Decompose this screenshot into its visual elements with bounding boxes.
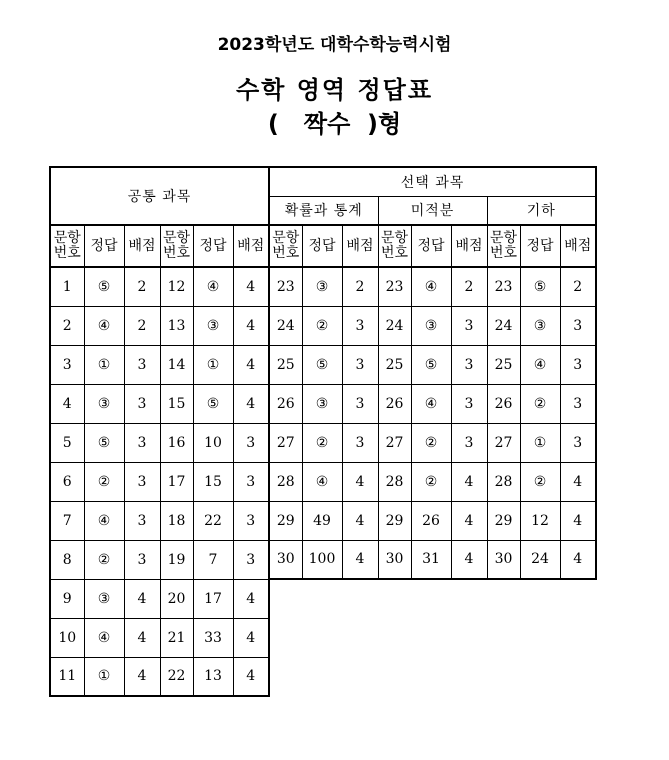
- common-score: 3: [233, 540, 269, 579]
- type-close-paren: )형: [366, 110, 402, 138]
- common-question-number: 9: [50, 579, 84, 618]
- common-answer: ②: [84, 540, 124, 579]
- geometry-question-number: 23: [487, 267, 520, 306]
- empty-cell: [487, 657, 520, 696]
- prob-stats-question-number: 23: [269, 267, 302, 306]
- geometry-question-number: 29: [487, 501, 520, 540]
- geometry-question-number: 26: [487, 384, 520, 423]
- prob-stats-question-number: 30: [269, 540, 302, 579]
- empty-cell: [378, 579, 411, 618]
- col-header-number-line2: 번호: [53, 245, 81, 261]
- common-question-number: 8: [50, 540, 84, 579]
- empty-cell: [342, 657, 378, 696]
- common-question-number: 19: [160, 540, 193, 579]
- common-score: 2: [124, 267, 160, 306]
- prob-stats-score: 4: [342, 540, 378, 579]
- common-answer: ④: [84, 306, 124, 345]
- common-answer: 22: [193, 501, 233, 540]
- common-question-number: 2: [50, 306, 84, 345]
- common-score: 2: [124, 306, 160, 345]
- col-header-number-line2: 번호: [272, 245, 300, 261]
- common-answer: 33: [193, 618, 233, 657]
- prob-stats-score: 4: [342, 462, 378, 501]
- calculus-score: 4: [451, 540, 487, 579]
- calculus-question-number: 25: [378, 345, 411, 384]
- common-question-number: 16: [160, 423, 193, 462]
- prob-stats-question-number: 25: [269, 345, 302, 384]
- table-row: [50, 657, 596, 696]
- prob-stats-question-number: 27: [269, 423, 302, 462]
- table-row: [50, 579, 596, 618]
- subject-header-geometry: 기하: [487, 196, 596, 225]
- common-question-number: 21: [160, 618, 193, 657]
- calculus-answer: ②: [411, 423, 451, 462]
- common-question-number: 1: [50, 267, 84, 306]
- common-section-header: 공통 과목: [50, 167, 269, 225]
- common-question-number: 3: [50, 345, 84, 384]
- elective-section-header: 선택 과목: [269, 167, 596, 196]
- calculus-answer: 31: [411, 540, 451, 579]
- prob-stats-score: 3: [342, 306, 378, 345]
- col-header-answer: 정답: [520, 225, 560, 267]
- calculus-score: 4: [451, 462, 487, 501]
- geometry-question-number: 27: [487, 423, 520, 462]
- empty-cell: [269, 657, 302, 696]
- common-answer: ①: [84, 345, 124, 384]
- empty-cell: [560, 657, 596, 696]
- common-score: 3: [124, 384, 160, 423]
- empty-cell: [411, 579, 451, 618]
- geometry-score: 4: [560, 462, 596, 501]
- table-row: [50, 540, 596, 579]
- empty-cell: [451, 579, 487, 618]
- prob-stats-score: 4: [342, 501, 378, 540]
- geometry-answer: ⑤: [520, 267, 560, 306]
- col-header-question-number: [160, 225, 193, 267]
- calculus-score: 3: [451, 423, 487, 462]
- table-row: [50, 384, 596, 423]
- empty-cell: [378, 657, 411, 696]
- prob-stats-answer: 49: [302, 501, 342, 540]
- empty-cell: [302, 657, 342, 696]
- subject-header-calculus: 미적분: [378, 196, 487, 225]
- table-row: [50, 618, 596, 657]
- common-answer: ⑤: [84, 423, 124, 462]
- geometry-question-number: 28: [487, 462, 520, 501]
- geometry-answer: 12: [520, 501, 560, 540]
- common-score: 3: [124, 540, 160, 579]
- empty-cell: [269, 579, 302, 618]
- common-answer: ④: [193, 267, 233, 306]
- common-score: 4: [233, 384, 269, 423]
- common-answer: ③: [193, 306, 233, 345]
- empty-cell: [378, 618, 411, 657]
- table-row: [50, 306, 596, 345]
- calculus-score: 4: [451, 501, 487, 540]
- col-header-answer: 정답: [302, 225, 342, 267]
- common-question-number: 20: [160, 579, 193, 618]
- answer-sheet-title: 수학 영역 정답표: [236, 76, 433, 104]
- common-question-number: 18: [160, 501, 193, 540]
- calculus-answer: 26: [411, 501, 451, 540]
- col-header-question-number: [378, 225, 411, 267]
- subject-header-prob-stats: 확률과 통계: [269, 196, 378, 225]
- common-answer: 13: [193, 657, 233, 696]
- common-answer: ③: [84, 579, 124, 618]
- empty-cell: [342, 618, 378, 657]
- calculus-question-number: 28: [378, 462, 411, 501]
- prob-stats-question-number: 29: [269, 501, 302, 540]
- table-row: [50, 501, 596, 540]
- prob-stats-score: 2: [342, 267, 378, 306]
- col-header-answer: 정답: [84, 225, 124, 267]
- geometry-answer: ①: [520, 423, 560, 462]
- common-question-number: 7: [50, 501, 84, 540]
- empty-cell: [411, 657, 451, 696]
- common-question-number: 13: [160, 306, 193, 345]
- geometry-answer: ④: [520, 345, 560, 384]
- prob-stats-score: 3: [342, 423, 378, 462]
- prob-stats-score: 3: [342, 384, 378, 423]
- prob-stats-question-number: 26: [269, 384, 302, 423]
- calculus-question-number: 29: [378, 501, 411, 540]
- geometry-answer: ②: [520, 384, 560, 423]
- prob-stats-answer: 100: [302, 540, 342, 579]
- col-header-question-number: [269, 225, 302, 267]
- geometry-answer: 24: [520, 540, 560, 579]
- prob-stats-answer: ②: [302, 423, 342, 462]
- calculus-score: 2: [451, 267, 487, 306]
- common-answer: 17: [193, 579, 233, 618]
- empty-cell: [560, 618, 596, 657]
- col-header-score: 배점: [342, 225, 378, 267]
- answer-table: [49, 166, 597, 697]
- common-question-number: 6: [50, 462, 84, 501]
- common-score: 3: [233, 501, 269, 540]
- empty-cell: [302, 618, 342, 657]
- common-score: 4: [233, 306, 269, 345]
- common-score: 4: [233, 267, 269, 306]
- col-header-score: 배점: [233, 225, 269, 267]
- common-score: 4: [233, 345, 269, 384]
- common-question-number: 11: [50, 657, 84, 696]
- col-header-number-line1: 문항: [272, 230, 300, 246]
- calculus-answer: ④: [411, 267, 451, 306]
- table-row: [50, 462, 596, 501]
- prob-stats-answer: ⑤: [302, 345, 342, 384]
- common-question-number: 5: [50, 423, 84, 462]
- common-score: 3: [124, 345, 160, 384]
- geometry-answer: ②: [520, 462, 560, 501]
- prob-stats-answer: ④: [302, 462, 342, 501]
- common-answer: 10: [193, 423, 233, 462]
- geometry-score: 4: [560, 501, 596, 540]
- col-header-number-line2: 번호: [489, 245, 518, 261]
- prob-stats-answer: ②: [302, 306, 342, 345]
- common-answer: ③: [84, 384, 124, 423]
- common-answer: ④: [84, 618, 124, 657]
- empty-cell: [487, 579, 520, 618]
- table-row: [50, 423, 596, 462]
- calculus-answer: ④: [411, 384, 451, 423]
- common-answer: ④: [84, 501, 124, 540]
- geometry-answer: ③: [520, 306, 560, 345]
- common-question-number: 17: [160, 462, 193, 501]
- geometry-question-number: 25: [487, 345, 520, 384]
- common-answer: 15: [193, 462, 233, 501]
- geometry-question-number: 30: [487, 540, 520, 579]
- empty-cell: [520, 579, 560, 618]
- common-answer: ①: [193, 345, 233, 384]
- empty-cell: [342, 579, 378, 618]
- common-answer: ①: [84, 657, 124, 696]
- calculus-score: 3: [451, 384, 487, 423]
- common-question-number: 12: [160, 267, 193, 306]
- empty-cell: [520, 657, 560, 696]
- common-score: 3: [124, 501, 160, 540]
- col-header-number-line1: 문항: [489, 230, 518, 246]
- calculus-question-number: 27: [378, 423, 411, 462]
- common-score: 4: [233, 618, 269, 657]
- common-score: 4: [233, 579, 269, 618]
- empty-cell: [451, 657, 487, 696]
- calculus-question-number: 26: [378, 384, 411, 423]
- geometry-score: 2: [560, 267, 596, 306]
- type-name: 짝수: [303, 110, 351, 138]
- col-header-question-number: [50, 225, 84, 267]
- common-score: 3: [124, 462, 160, 501]
- common-score: 3: [233, 423, 269, 462]
- calculus-answer: ②: [411, 462, 451, 501]
- calculus-score: 3: [451, 345, 487, 384]
- empty-cell: [560, 579, 596, 618]
- geometry-question-number: 24: [487, 306, 520, 345]
- empty-cell: [302, 579, 342, 618]
- common-score: 3: [233, 462, 269, 501]
- common-question-number: 22: [160, 657, 193, 696]
- empty-cell: [487, 618, 520, 657]
- empty-cell: [451, 618, 487, 657]
- empty-cell: [520, 618, 560, 657]
- calculus-question-number: 30: [378, 540, 411, 579]
- table-row: [50, 345, 596, 384]
- col-header-score: 배점: [560, 225, 596, 267]
- common-question-number: 10: [50, 618, 84, 657]
- common-answer: 7: [193, 540, 233, 579]
- common-score: 4: [124, 657, 160, 696]
- calculus-answer: ③: [411, 306, 451, 345]
- prob-stats-answer: ③: [302, 267, 342, 306]
- empty-cell: [411, 618, 451, 657]
- empty-cell: [269, 618, 302, 657]
- col-header-number-line1: 문항: [380, 230, 409, 246]
- geometry-score: 3: [560, 306, 596, 345]
- exam-type-title: [0, 104, 669, 139]
- col-header-answer: 정답: [193, 225, 233, 267]
- calculus-answer: ⑤: [411, 345, 451, 384]
- col-header-number-line2: 번호: [380, 245, 409, 261]
- table-row: [50, 267, 596, 306]
- col-header-number-line1: 문항: [53, 230, 81, 246]
- geometry-score: 3: [560, 384, 596, 423]
- calculus-question-number: 23: [378, 267, 411, 306]
- prob-stats-answer: ③: [302, 384, 342, 423]
- common-score: 3: [124, 423, 160, 462]
- col-header-number-line2: 번호: [162, 245, 191, 261]
- common-answer: ⑤: [84, 267, 124, 306]
- col-header-answer: 정답: [411, 225, 451, 267]
- common-score: 4: [124, 618, 160, 657]
- common-score: 4: [233, 657, 269, 696]
- calculus-question-number: 24: [378, 306, 411, 345]
- prob-stats-question-number: 28: [269, 462, 302, 501]
- prob-stats-score: 3: [342, 345, 378, 384]
- exam-title: 2023학년도 대학수학능력시험: [217, 35, 452, 55]
- common-question-number: 14: [160, 345, 193, 384]
- common-answer: ②: [84, 462, 124, 501]
- geometry-score: 3: [560, 345, 596, 384]
- common-score: 4: [124, 579, 160, 618]
- col-header-question-number: [487, 225, 520, 267]
- type-open-paren: (: [267, 110, 279, 138]
- common-question-number: 4: [50, 384, 84, 423]
- col-header-number-line1: 문항: [162, 230, 191, 246]
- col-header-score: 배점: [451, 225, 487, 267]
- geometry-score: 4: [560, 540, 596, 579]
- common-question-number: 15: [160, 384, 193, 423]
- common-answer: ⑤: [193, 384, 233, 423]
- col-header-score: 배점: [124, 225, 160, 267]
- calculus-score: 3: [451, 306, 487, 345]
- geometry-score: 3: [560, 423, 596, 462]
- prob-stats-question-number: 24: [269, 306, 302, 345]
